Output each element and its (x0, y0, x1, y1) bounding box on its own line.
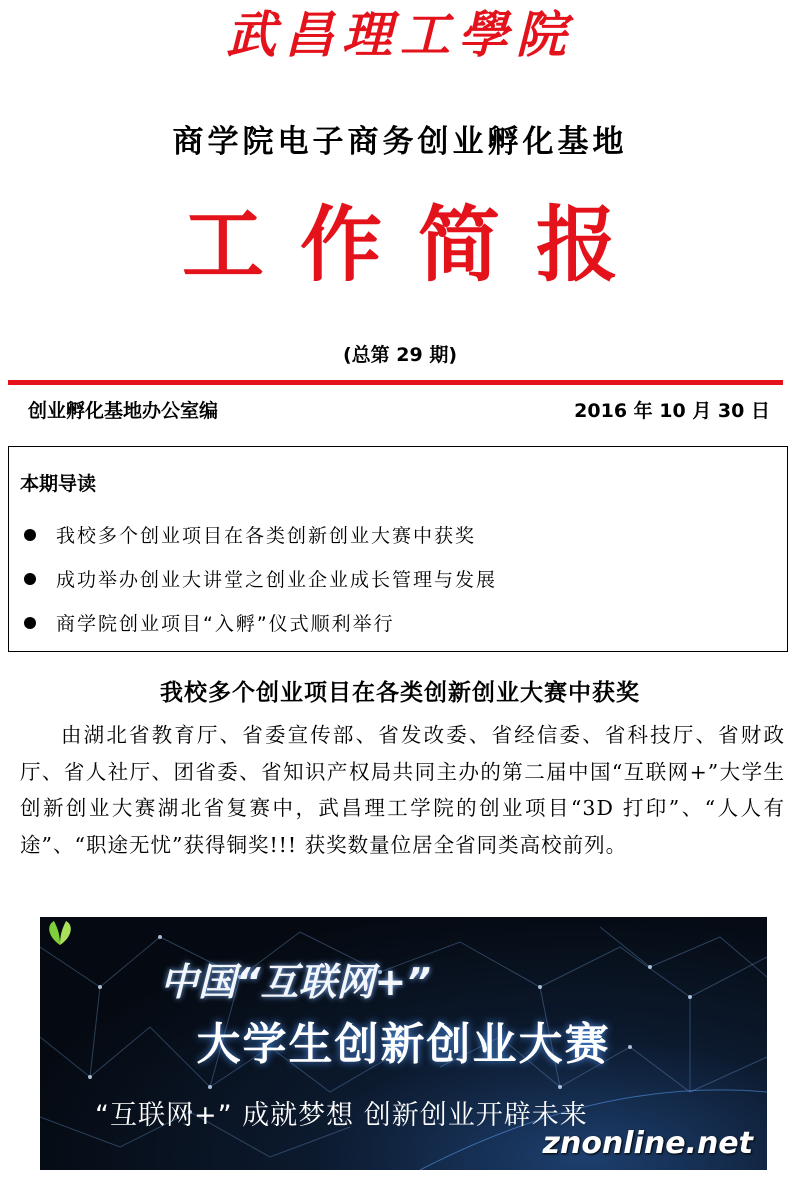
bulletin-title: 工作简报 (181, 197, 654, 293)
article-title: 我校多个创业项目在各类创新创业大赛中获奖 (160, 680, 640, 706)
base-subtitle: 商学院电子商务创业孵化基地 (172, 124, 628, 160)
toc-item (24, 610, 395, 638)
bullet-icon (24, 617, 36, 629)
toc-item-label: 我校多个创业项目在各类创新创业大赛中获奖 (56, 525, 477, 547)
toc-item (24, 522, 476, 550)
watermark-text: znonline.net (542, 1126, 753, 1161)
issue-date: 2016 年 10 月 30 日 (574, 400, 770, 422)
toc-heading: 本期导读 (20, 473, 97, 495)
banner-slogan: “互联网+” 成就梦想 创新创业开辟未来 (95, 1100, 588, 1131)
issue-number: (总第 29 期) (342, 344, 458, 366)
contest-banner-image (40, 917, 767, 1170)
school-name: 武昌理工學院 (226, 5, 574, 64)
editor-line: 创业孵化基地办公室编 (28, 400, 219, 422)
bullet-icon (24, 573, 36, 585)
banner-line-1: 中国“互联网+” (160, 960, 431, 1004)
banner-line-2: 大学生创新创业大赛 (196, 1019, 611, 1070)
bullet-icon (24, 529, 36, 541)
toc-item (24, 566, 497, 594)
toc-item-label: 成功举办创业大讲堂之创业企业成长管理与发展 (56, 569, 498, 591)
toc-item-label: 商学院创业项目“入孵”仪式顺利举行 (56, 613, 395, 635)
article-body: 由湖北省教育厅、省委宣传部、省发改委、省经信委、省科技厅、省财政厅、省人社厅、团省委、省知识产权局共同主办的第二届中国“互联网+”大学生创新创业大赛湖北省复赛中，武昌理工学院的创业项目“3D 打印”、“人人有途”、“职途无忧”获得铜奖!!! 获奖数量位居全省同类高校前列。 (20, 723, 785, 857)
red-divider (8, 380, 783, 385)
leaf-logo-icon (40, 917, 80, 947)
